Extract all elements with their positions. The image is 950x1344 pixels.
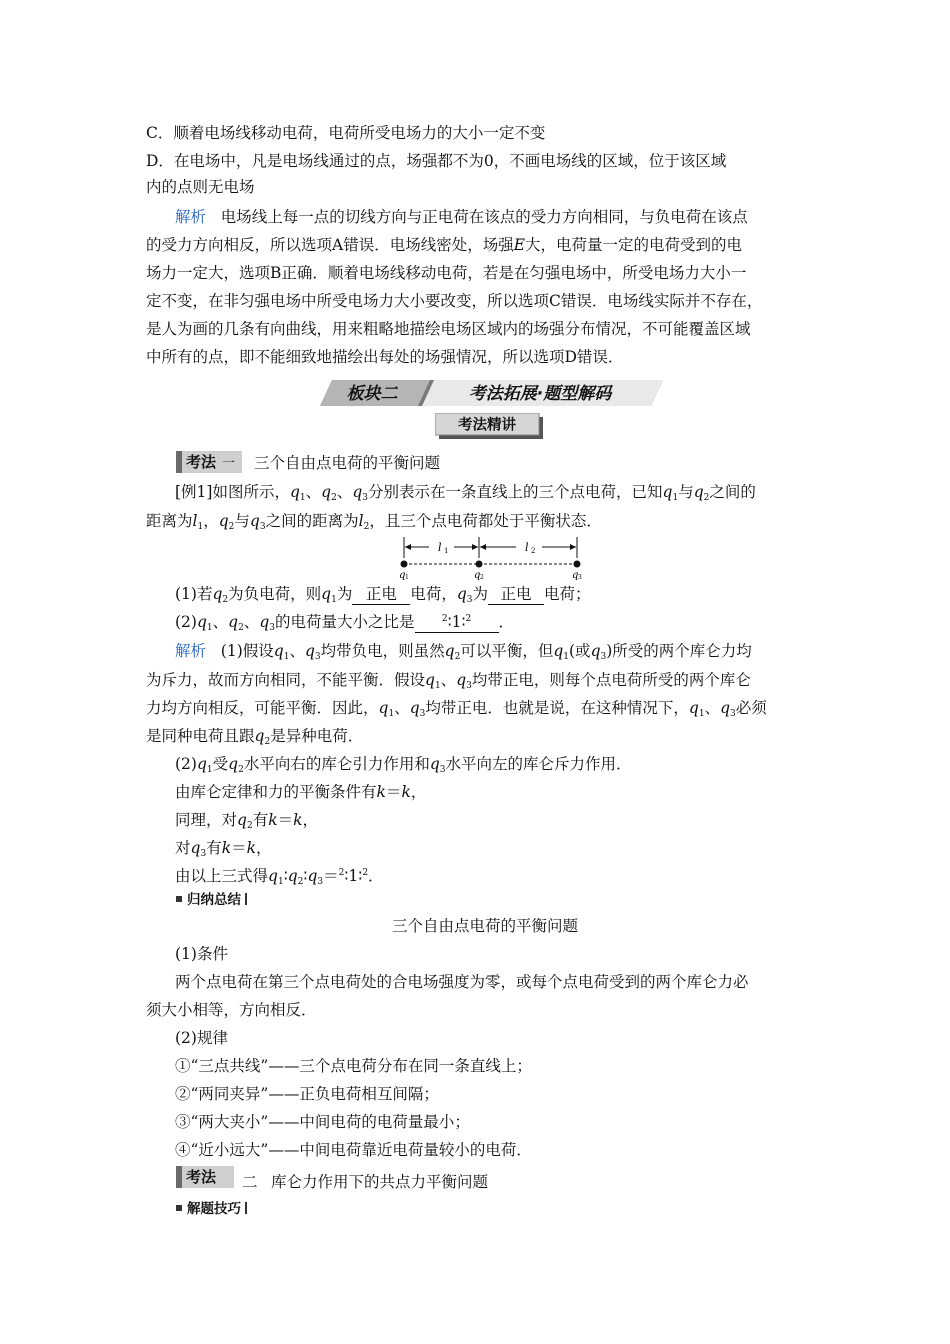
option-c: C．顺着电场线移动电荷，电荷所受电场力的大小一定不变 — [146, 124, 546, 142]
svg-text:1: 1 — [405, 574, 409, 580]
charges-figure — [392, 536, 588, 580]
analysis-line3: 场力一定大，选项B正确．顺着电场线移动电荷，若是在匀强电场中，所受电场力大小一 — [146, 264, 747, 282]
svg-text:q: q — [399, 570, 406, 580]
method-two-title: 库仑力作用下的共点力平衡问题 — [271, 1173, 489, 1191]
answer-q3-sign: 正电 — [488, 585, 544, 605]
solution-line8: 对$q_3$有k＝k， — [175, 839, 272, 859]
label-l2: l — [525, 541, 529, 554]
banner-right-text: 考法拓展·题型解码 — [468, 384, 612, 404]
svg-text:q: q — [474, 570, 481, 580]
question-1: (1)若$q_2$为负电荷，则$q_1$为 正电 电荷，$q_3$为 正电 电荷； — [175, 585, 591, 605]
summary-text-2: 须大小相等，方向相反． — [146, 1001, 317, 1019]
analysis-label: 解析 — [175, 208, 207, 226]
solution-line2: 为斥力，故而方向相同，不能平衡．假设$q_1$、$q_3$均带正电，则每个点电荷所受的两个库仑 — [146, 671, 751, 691]
answer-ratio: $^2$∶1∶$^2$ — [415, 613, 499, 633]
sub-banner — [435, 413, 545, 441]
rule-4: ④“近小远大”——中间电荷靠近电荷量较小的电荷． — [175, 1141, 532, 1159]
charge-q2 — [476, 561, 483, 568]
analysis-line5: 是人为画的几条有向曲线，用来粗略地描绘电场区域内的场强分布情况，不可能覆盖区域 — [146, 320, 751, 338]
solution-line6: 由库仑定律和力的平衡条件有k＝k， — [175, 783, 427, 801]
method-one-title: 三个自由点电荷的平衡问题 — [254, 454, 441, 472]
banner-left-text: 板块二 — [346, 384, 398, 404]
summary-label: 归纳总结 — [176, 891, 247, 909]
svg-text:3: 3 — [578, 574, 582, 580]
svg-text:2: 2 — [531, 547, 536, 555]
analysis-line6: 中所有的点，即不能细致地描绘出每处的场强情况，所以选项D错误． — [146, 348, 624, 366]
charge-q3 — [574, 561, 581, 568]
rule-3: ③“两大夹小”——中间电荷的电荷量最小； — [175, 1113, 470, 1131]
rule-2: ②“两同夹异”——正负电荷相互间隔； — [175, 1085, 439, 1103]
analysis-line4: 定不变，在非匀强电场中所受电场力大小要改变，所以选项C错误．电场线实际并不存在， — [146, 292, 763, 310]
option-d-line1: D．在电场中，凡是电场线通过的点，场强都不为0，不画电场线的区域，位于该区域 — [146, 152, 727, 170]
section-banner — [318, 378, 664, 408]
svg-text:2: 2 — [480, 574, 484, 580]
solution-line3: 力均方向相反，可能平衡．因此，$q_1$、$q_3$均带正电．也就是说，在这种情况下，$q_1$、$q_3$必须 — [146, 699, 767, 719]
solution-label: 解析 — [175, 642, 207, 660]
svg-text:1: 1 — [444, 547, 449, 555]
sub-banner-text: 考法精讲 — [458, 417, 516, 434]
solution-line5: $(2)q_1$受$q_2$水平向右的库仑引力作用和$q_3$水平向左的库仑斥力作用． — [175, 755, 632, 775]
analysis-line2: 的受力方向相反，所以选项A错误．电场线密处，场强E大，电荷量一定的电荷受到的电 — [146, 236, 743, 254]
label-l1: l — [438, 541, 442, 554]
charge-q1 — [401, 561, 408, 568]
example-line2: 距离为$l_1$，$q_2$与$q_3$之间的距离为$l_2$，且三个点电荷都处于平衡状态． — [146, 512, 602, 532]
solution-line9: 由以上三式得$q_1∶q_2∶q_3=^2∶1∶^2$． — [175, 867, 384, 887]
answer-q1-sign: 正电 — [352, 585, 410, 605]
rule-1: ①“三点共线”——三个点电荷分布在同一条直线上； — [175, 1057, 532, 1075]
method-two-num: 二 — [242, 1173, 258, 1191]
summary-heading-2: (2)规律 — [175, 1029, 228, 1047]
summary-title: 三个自由点电荷的平衡问题 — [392, 917, 579, 935]
example-line1: [例1]如图所示，$q_1$、$q_2$、$q_3$分别表示在一条直线上的三个点电荷，已知$q_1$与$q_2$之间的 — [175, 483, 756, 503]
summary-heading-1: (1)条件 — [175, 945, 228, 963]
analysis-line1: 解析 电场线上每一点的切线方向与正电荷在该点的受力方向相同，与负电荷在该点 — [175, 208, 748, 226]
option-d-line2: 内的点则无电场 — [146, 178, 255, 196]
solution-line1: 解析 (1)假设$q_1$、$q_3$均带负电，则虽然$q_2$可以平衡，但$q_1$(或$q_3$)所受的两个库仑力均 — [175, 642, 752, 662]
method-two-tag: 考法 — [176, 1166, 234, 1188]
summary-text-1: 两个点电荷在第三个点电荷处的合电场强度为零，或每个点电荷受到的两个库仑力必 — [175, 973, 749, 991]
question-2: $(2)q_1$、$q_2$、$q_3$的电荷量大小之比是 $^2$∶1∶$^2$ ． — [175, 613, 515, 633]
tips-label: 解题技巧 — [176, 1200, 247, 1218]
method-one-tag: 考法 一 — [176, 451, 242, 473]
solution-line7: 同理，对$q_2$有k＝k， — [175, 811, 319, 831]
svg-text:q: q — [572, 570, 579, 580]
solution-line4: 是同种电荷且跟$q_2$是异种电荷． — [146, 727, 364, 747]
